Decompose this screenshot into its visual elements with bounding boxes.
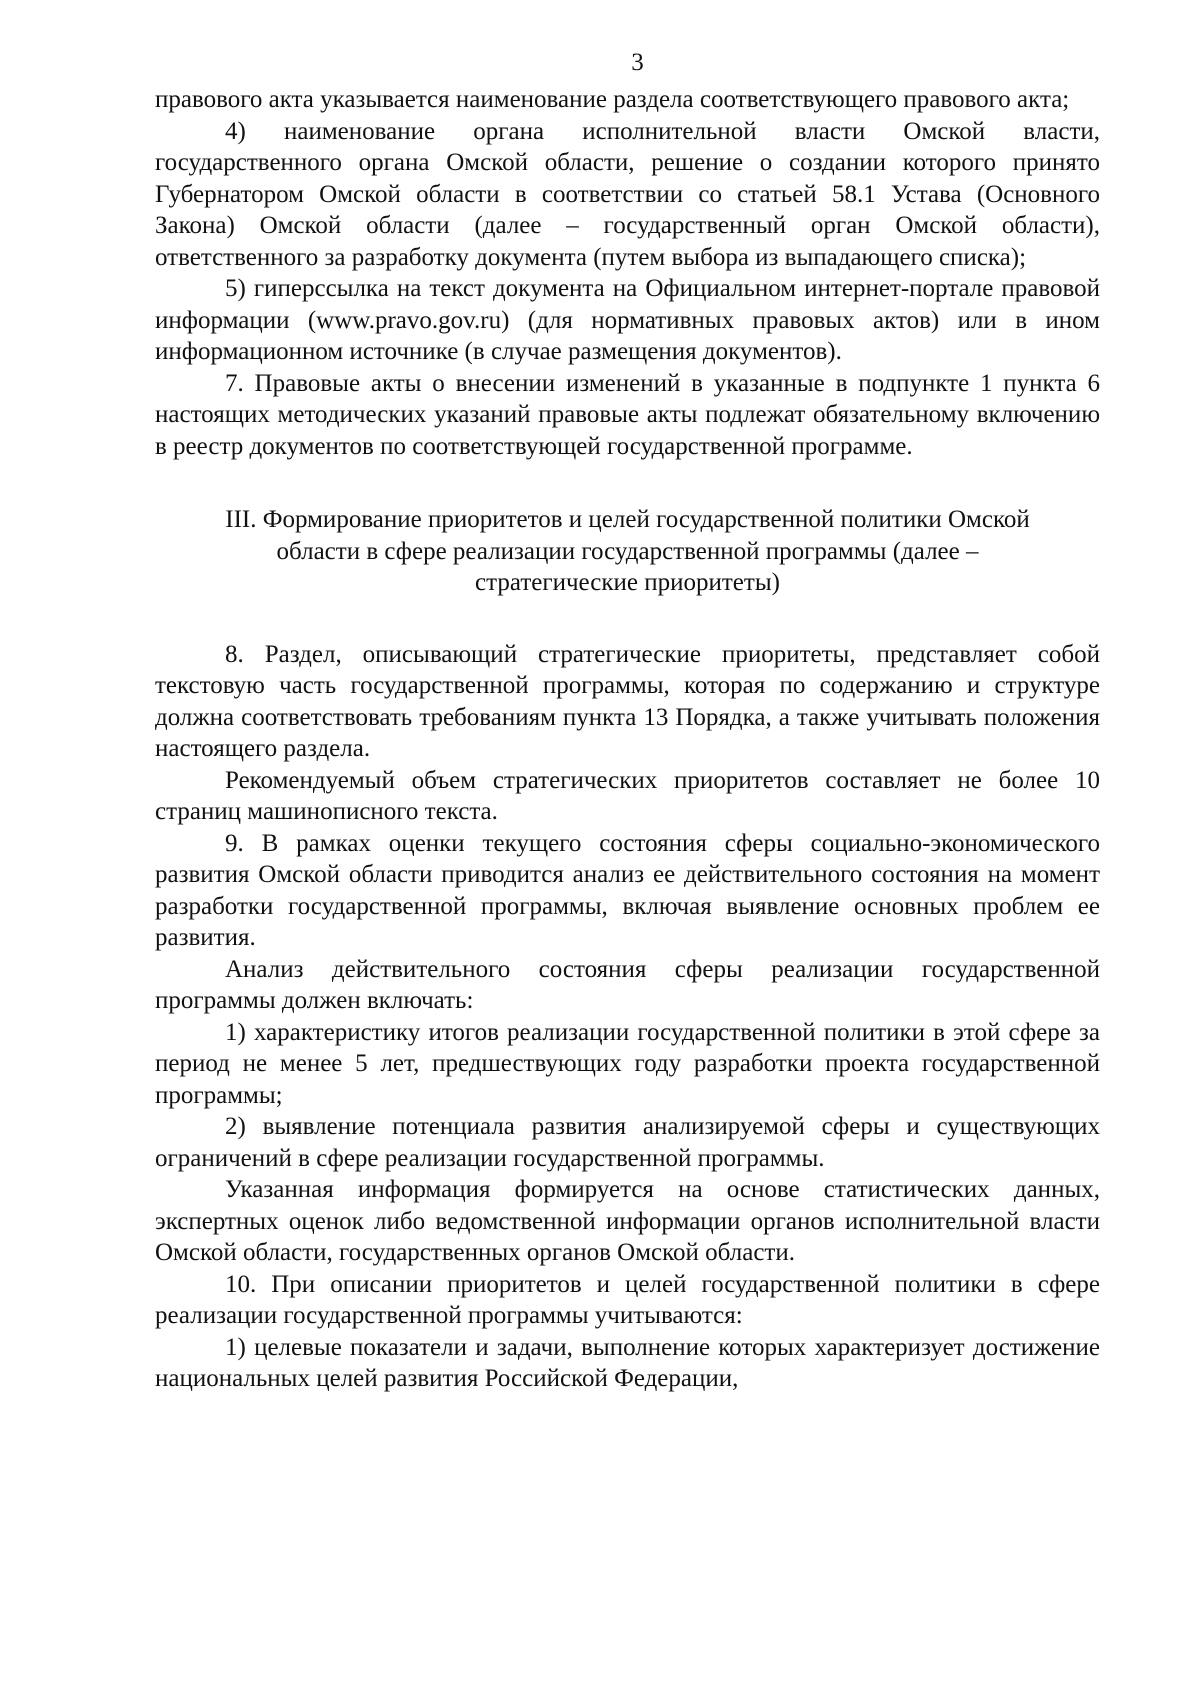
page-number: 3 xyxy=(631,49,644,76)
paragraph-clause-9: 9. В рамках оценки текущего состояния сферы социально-экономического развития Омской области приводится анализ ее действительного состояния на момент разработки государственной программы, включая выявление основных проблем ее развития. xyxy=(155,829,1100,951)
paragraph-clause-10-item-1: 1) целевые показатели и задачи, выполнение которых характеризует достижение национальных целей развития Российской Федерации, xyxy=(155,1333,1100,1392)
section-heading-line: III. Формирование приоритетов и целей государственной политики Омской xyxy=(225,506,1030,533)
paragraph-analysis-item-2: 2) выявление потенциала развития анализируемой сферы и существующих ограничений в сфере реализации государственной программы. xyxy=(155,1113,1100,1172)
paragraph-item-5: 5) гиперссылка на текст документа на Официальном интернет-портале правовой информации (www.pravo.gov.ru) (для нормативных правовых актов) или в ином информационном источнике (в случае размещения документов). xyxy=(155,275,1100,365)
paragraph-recommended-volume: Рекомендуемый объем стратегических приоритетов составляет не более 10 страниц машинописного текста. xyxy=(155,766,1100,825)
paragraph-clause-8: 8. Раздел, описывающий стратегические приоритеты, представляет собой текстовую часть государственной программы, которая по содержанию и структуре должна соответствовать требованиям пункта 13 Порядка, а также учитывать положения настоящего раздела. xyxy=(155,640,1100,762)
paragraph-analysis-intro: Анализ действительного состояния сферы реализации государственной программы должен включать: xyxy=(155,955,1100,1014)
paragraph-information-source: Указанная информация формируется на основе статистических данных, экспертных оценок либо ведомственной информации органов исполнительной власти Омской области, государственных органов Омской области. xyxy=(155,1176,1100,1266)
section-heading-line: стратегические приоритеты) xyxy=(475,569,780,596)
section-heading-line: области в сфере реализации государственной программы (далее – xyxy=(276,537,979,565)
document-body xyxy=(155,84,1100,1395)
paragraph-continuation: правового акта указывается наименование раздела соответствующего правового акта; xyxy=(155,86,1070,113)
paragraph-clause-10: 10. При описании приоритетов и целей государственной политики в сфере реализации государственной программы учитываются: xyxy=(155,1270,1100,1329)
paragraph-clause-7: 7. Правовые акты о внесении изменений в указанные в подпункте 1 пункта 6 настоящих методических указаний правовые акты подлежат обязательному включению в реестр документов по соответствующей государственной программе. xyxy=(155,369,1100,460)
paragraph-analysis-item-1: 1) характеристику итогов реализации государственной политики в этой сфере за период не менее 5 лет, предшествующих году разработки проекта государственной программы; xyxy=(155,1018,1100,1109)
paragraph-item-4: 4) наименование органа исполнительной власти Омской власти, государственного органа Омской области, решение о создании которого принято Губернатором Омской области в соответствии со статьей 58.1 Устава (Основного Закона) Омской области (далее – государственный орган Омской области), ответственного за разработку документа (путем выбора из выпадающего списка); xyxy=(155,117,1100,271)
section-heading xyxy=(155,504,1100,599)
